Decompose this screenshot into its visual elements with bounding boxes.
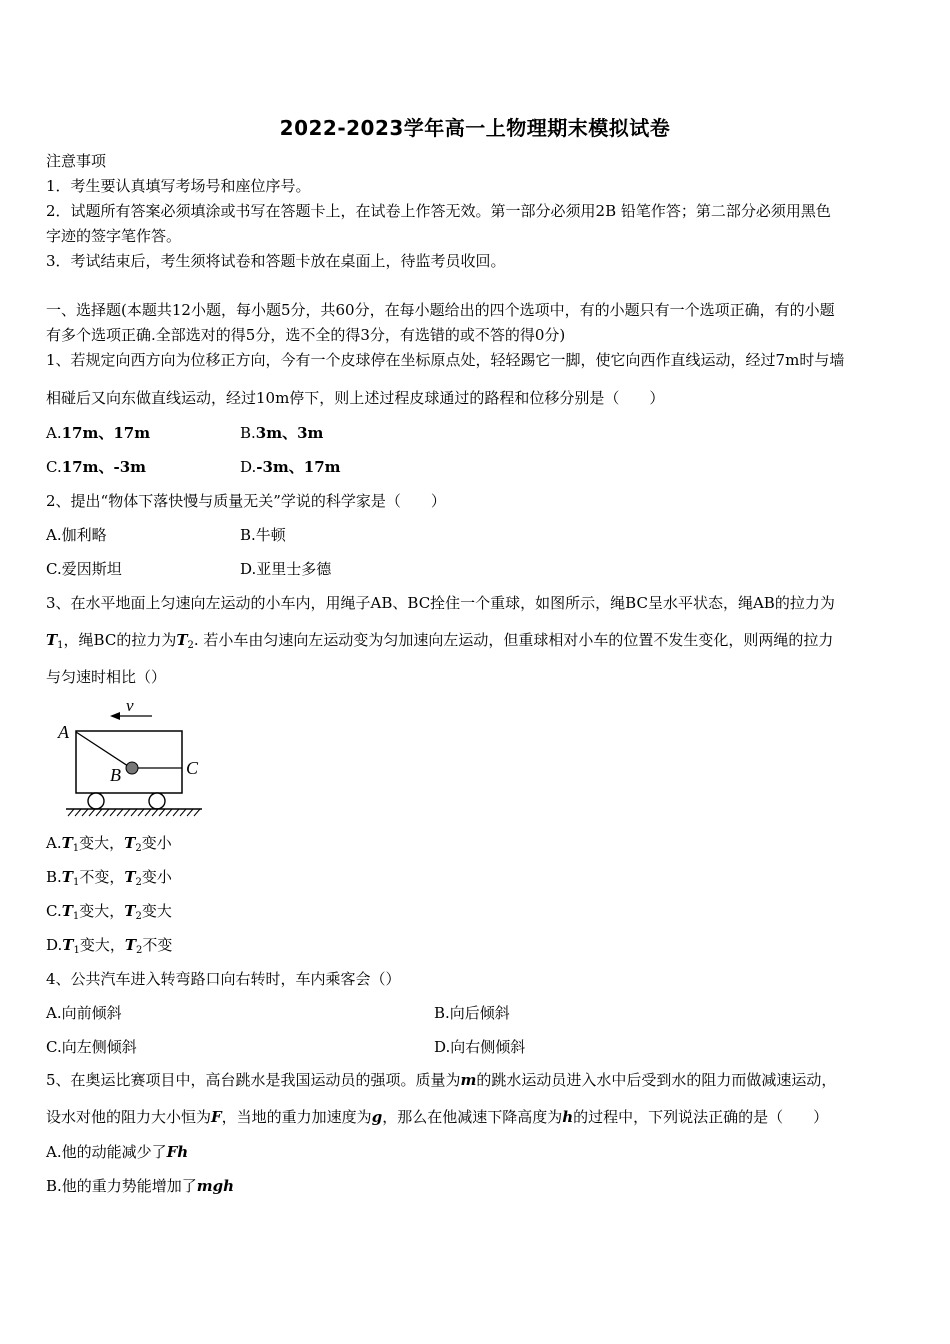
subscript: 1 (72, 911, 80, 922)
question-5-text: 的过程中，下列说法正确的是（ ） (573, 1108, 829, 1126)
variable-t: T (124, 868, 136, 886)
variable-h: h (562, 1108, 574, 1126)
variable-f: F (211, 1108, 222, 1126)
subscript: 2 (135, 877, 142, 888)
question-2-option-d: D.亚里士多德 (240, 560, 332, 578)
variable-m: m (460, 1071, 477, 1089)
question-5-text: ，那么在他减速下降高度为 (382, 1108, 563, 1126)
subscript: 1 (57, 640, 64, 651)
subscript: 2 (135, 911, 142, 922)
option-text: A.他的动能减少了 (46, 1143, 167, 1161)
question-1-option-a (46, 423, 150, 443)
option-text: 3m、3m (255, 424, 324, 442)
question-5-text: 设水对他的阻力大小恒为 (46, 1108, 212, 1126)
subscript: 1 (72, 843, 80, 854)
option-text: 变小 (141, 834, 172, 852)
option-key: C. (46, 902, 62, 920)
subscript: 1 (73, 945, 80, 956)
option-text: 不变， (79, 868, 125, 886)
variable-t: T (46, 631, 58, 649)
question-3-line-3: 与匀速时相比（） (46, 668, 167, 686)
subscript: 2 (136, 945, 143, 956)
option-key: B. (46, 868, 62, 886)
notice-item-3: 3．考试结束后，考生须将试卷和答题卡放在桌面上，待监考员收回。 (46, 252, 506, 270)
variable-t: T (124, 936, 136, 954)
question-1-option-b (240, 423, 323, 443)
label-c: C (186, 758, 199, 778)
option-key: A. (46, 834, 62, 852)
question-3-line-1: 3、在水平地面上匀速向左运动的小车内，用绳子AB、BC拴住一个重球，如图所示，绳BC呈水平状态，绳AB的拉力为 (46, 594, 835, 612)
option-text: 变大， (79, 902, 125, 920)
question-5-line-2 (46, 1107, 828, 1127)
option-text: 变小 (141, 868, 172, 886)
option-text: 变大 (141, 902, 172, 920)
label-b: B (110, 765, 121, 785)
notice-item-2-line-2: 字迹的签字笔作答。 (46, 227, 182, 245)
question-2-option-b: B.牛顿 (240, 526, 286, 544)
question-1-line-1: 1、若规定向西方向为位移正方向，今有一个皮球停在坐标原点处，轻轻踢它一脚，使它向西作直线运动，经过7m时与墙 (46, 351, 845, 369)
option-key: C. (46, 458, 62, 476)
page-title: 2022-2023学年高一上物理期末模拟试卷 (279, 116, 671, 140)
question-4-line-1: 4、公共汽车进入转弯路口向右转时，车内乘客会（） (46, 970, 401, 988)
variable-t: T (124, 902, 136, 920)
option-text: B.他的重力势能增加了 (46, 1177, 197, 1195)
wheel-left (88, 793, 104, 809)
section-instructions-line-2: 有多个选项正确.全部选对的得5分，选不全的得3分，有选错的或不答的得0分) (46, 326, 566, 344)
question-3-option-a (46, 833, 172, 853)
question-2-line-1: 2、提出“物体下落快慢与质量无关”学说的科学家是（ ） (46, 492, 446, 510)
question-2-option-a: A.伽利略 (46, 526, 107, 544)
subscript: 2 (187, 640, 194, 651)
cart-body (76, 731, 182, 793)
question-4-option-c: C.向左侧倾斜 (46, 1038, 137, 1056)
variable-t: T (124, 834, 136, 852)
option-text: 17m、17m (61, 424, 151, 442)
question-5-text: 5、在奥运比赛项目中，高台跳水是我国运动员的强项。质量为 (46, 1071, 461, 1089)
question-1-option-c (46, 457, 146, 477)
variable-t: T (62, 936, 74, 954)
subscript: 2 (135, 843, 142, 854)
question-5-option-a (46, 1142, 188, 1162)
question-5-text: ，当地的重力加速度为 (221, 1108, 372, 1126)
question-4-option-d: D.向右侧倾斜 (434, 1038, 526, 1056)
variable-t: T (61, 868, 73, 886)
option-key: D. (46, 936, 63, 954)
wheel-right (149, 793, 165, 809)
question-4-option-b: B.向后倾斜 (434, 1004, 510, 1022)
option-text: 不变 (142, 936, 173, 954)
rope-ab (76, 732, 131, 768)
question-3-line-2 (46, 630, 833, 650)
option-text: 变大， (79, 936, 125, 954)
question-1-option-d (240, 457, 341, 477)
option-text: 变大， (79, 834, 125, 852)
option-key: D. (240, 458, 257, 476)
variable-t: T (61, 834, 73, 852)
variable-fh: Fh (166, 1143, 189, 1161)
variable-mgh: mgh (196, 1177, 235, 1195)
variable-t: T (61, 902, 73, 920)
option-text: -3m、17m (256, 458, 341, 476)
question-5-option-b (46, 1176, 234, 1196)
notice-item-2-line-1: 2．试题所有答案必须填涂或书写在答题卡上，在试卷上作答无效。第一部分必须用2B 铅笔作答；第二部分必须用黑色 (46, 202, 831, 220)
question-3-text: ，绳BC的拉力为 (63, 631, 177, 649)
variable-g: g (371, 1108, 383, 1126)
notice-item-1: 1．考生要认真填写考场号和座位序号。 (46, 177, 311, 195)
question-5-line-1 (46, 1070, 836, 1090)
question-2-option-c: C.爱因斯坦 (46, 560, 122, 578)
question-4-option-a: A.向前倾斜 (46, 1004, 122, 1022)
option-text: 17m、-3m (61, 458, 146, 476)
cart-diagram (52, 696, 212, 820)
label-a: A (58, 722, 69, 742)
subscript: 1 (72, 877, 80, 888)
ground-hatching (68, 809, 200, 816)
ball (126, 762, 138, 774)
question-3-option-d (46, 935, 172, 955)
section-instructions-line-1: 一、选择题(本题共12小题，每小题5分，共60分，在每小题给出的四个选项中，有的小题只有一个选项正确，有的小题 (46, 301, 835, 319)
notice-heading: 注意事项 (46, 152, 107, 170)
label-v: v (126, 696, 134, 715)
question-3-text: . 若小车由匀速向左运动变为匀加速向左运动，但重球相对小车的位置不发生变化，则两绳的拉力 (193, 631, 834, 649)
question-3-option-b (46, 867, 172, 887)
question-1-line-2: 相碰后又向东做直线运动，经过10m停下，则上述过程皮球通过的路程和位移分别是（ ） (46, 389, 665, 407)
question-3-option-c (46, 901, 172, 921)
option-key: A. (46, 424, 62, 442)
question-5-text: 的跳水运动员进入水中后受到水的阻力而做减速运动， (476, 1071, 837, 1089)
variable-t: T (176, 631, 188, 649)
option-key: B. (240, 424, 256, 442)
